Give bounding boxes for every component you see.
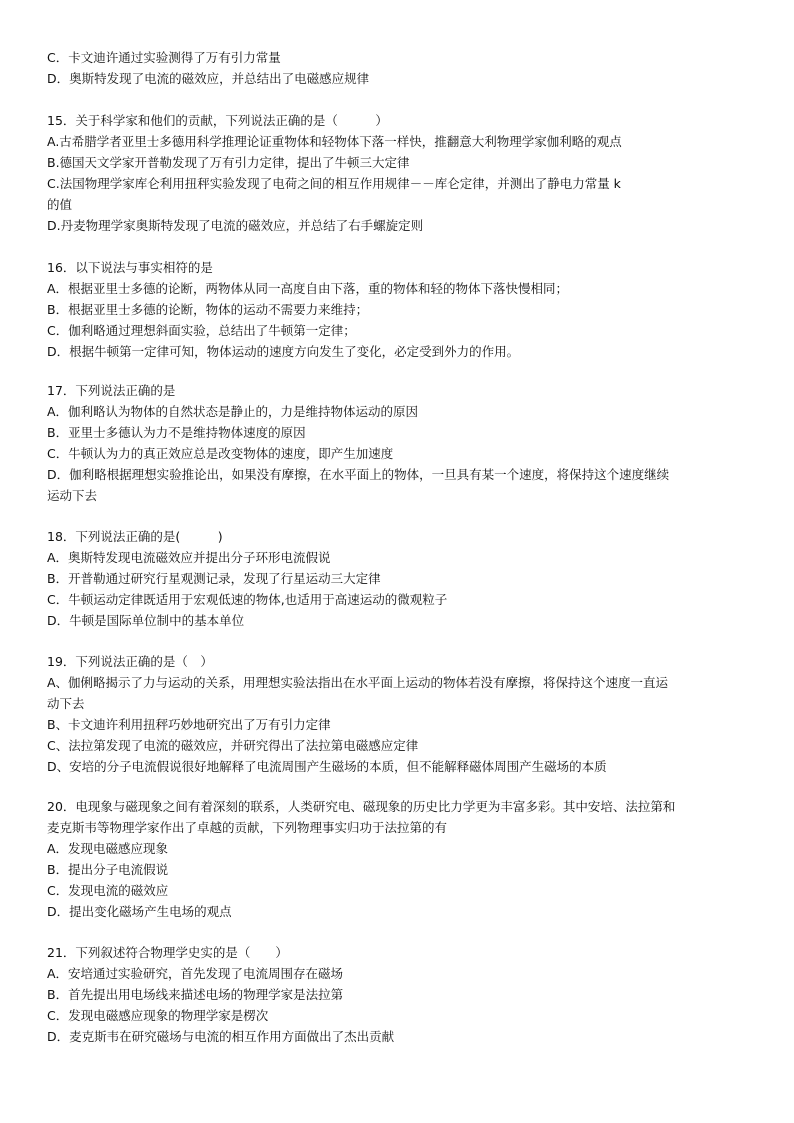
option-b: B．提出分子电流假说 (47, 862, 169, 877)
option-a: A．安培通过实验研究，首先发现了电流周围存在磁场 (47, 966, 344, 981)
option-a: A.古希腊学者亚里士多德用科学推理论证重物体和轻物体下落一样快，推翻意大利物理学家伽利略的观点 (47, 134, 622, 149)
option-b: B.德国天文学家开普勒发现了万有引力定律，提出了牛顿三大定律 (47, 155, 410, 170)
option-c: C.法国物理学家库仑利用扭秤实验发现了电荷之间的相互作用规律－－库仑定律，并测出了静电力常量 k (47, 176, 621, 191)
option-a-continued: 动下去 (47, 696, 85, 711)
option-c: C．伽利略通过理想斜面实验，总结出了牛顿第一定律； (47, 323, 356, 338)
option-c: C、法拉第发现了电流的磁效应，并研究得出了法拉第电磁感应定律 (47, 738, 419, 753)
option-d: D．奥斯特发现了电流的磁效应，并总结出了电磁感应规律 (47, 71, 370, 86)
option-d: D．根据牛顿第一定律可知，物体运动的速度方向发生了变化，必定受到外力的作用。 (47, 344, 520, 359)
question-15 (47, 110, 757, 236)
question-19 (47, 651, 757, 777)
option-c: C．发现电磁感应现象的物理学家是楞次 (47, 1008, 269, 1023)
question-stem: 15．关于科学家和他们的贡献，下列说法正确的是（ ） (47, 113, 388, 128)
question-14-tail (47, 47, 757, 89)
option-a: A、伽俐略揭示了力与运动的关系，用理想实验法指出在水平面上运动的物体若没有摩擦，将保持这个速度一直运 (47, 675, 669, 690)
question-stem: 16．以下说法与事实相符的是 (47, 260, 213, 275)
question-stem: 21．下列叙述符合物理学史实的是（ ） (47, 945, 288, 960)
option-c-continued: 的值 (47, 197, 73, 212)
option-d: D．牛顿是国际单位制中的基本单位 (47, 613, 245, 628)
option-b: B．亚里士多德认为力不是维持物体速度的原因 (47, 425, 306, 440)
option-a: A．奥斯特发现电流磁效应并提出分子环形电流假说 (47, 550, 331, 565)
question-21 (47, 942, 757, 1047)
question-stem: 19．下列说法正确的是（ ） (47, 654, 213, 669)
option-b: B．首先提出用电场线来描述电场的物理学家是法拉第 (47, 987, 344, 1002)
option-d: D．麦克斯韦在研究磁场与电流的相互作用方面做出了杰出贡献 (47, 1029, 395, 1044)
question-stem-continued: 麦克斯韦等物理学家作出了卓越的贡献，下列物理事实归功于法拉第的有 (47, 820, 448, 835)
option-a: A．伽利略认为物体的自然状态是静止的，力是维持物体运动的原因 (47, 404, 419, 419)
question-17 (47, 380, 757, 506)
option-c: C．发现电流的磁效应 (47, 883, 169, 898)
option-b: B．开普勒通过研究行星观测记录，发现了行星运动三大定律 (47, 571, 381, 586)
question-stem: 20．电现象与磁现象之间有着深刻的联系，人类研究电、磁现象的历史比力学更为丰富多彩。其中安培、法拉第和 (47, 799, 676, 814)
option-d-continued: 运动下去 (47, 488, 98, 503)
question-stem: 18．下列说法正确的是( ) (47, 529, 223, 544)
option-d: D．伽利略根据理想实验推论出，如果没有摩擦，在水平面上的物体，一旦具有某一个速度，将保持这个速度继续 (47, 467, 670, 482)
question-16 (47, 257, 757, 362)
option-c: C．卡文迪许通过实验测得了万有引力常量 (47, 50, 281, 65)
option-d: D．提出变化磁场产生电场的观点 (47, 904, 232, 919)
option-d: D.丹麦物理学家奥斯特发现了电流的磁效应，并总结了右手螺旋定则 (47, 218, 424, 233)
option-b: B．根据亚里士多德的论断，物体的运动不需要力来维持； (47, 302, 369, 317)
option-a: A．根据亚里士多德的论断，两物体从同一高度自由下落，重的物体和轻的物体下落快慢相同； (47, 281, 569, 296)
option-c: C．牛顿认为力的真正效应总是改变物体的速度，即产生加速度 (47, 446, 394, 461)
option-c: C．牛顿运动定律既适用于宏观低速的物体,也适用于高速运动的微观粒子 (47, 592, 448, 607)
option-b: B、卡文迪许利用扭秤巧妙地研究出了万有引力定律 (47, 717, 331, 732)
question-20 (47, 796, 757, 922)
question-stem: 17．下列说法正确的是 (47, 383, 176, 398)
option-d: D、安培的分子电流假说很好地解释了电流周围产生磁场的本质，但不能解释磁体周围产生磁场的本质 (47, 759, 607, 774)
option-a: A．发现电磁感应现象 (47, 841, 169, 856)
question-18 (47, 526, 757, 631)
